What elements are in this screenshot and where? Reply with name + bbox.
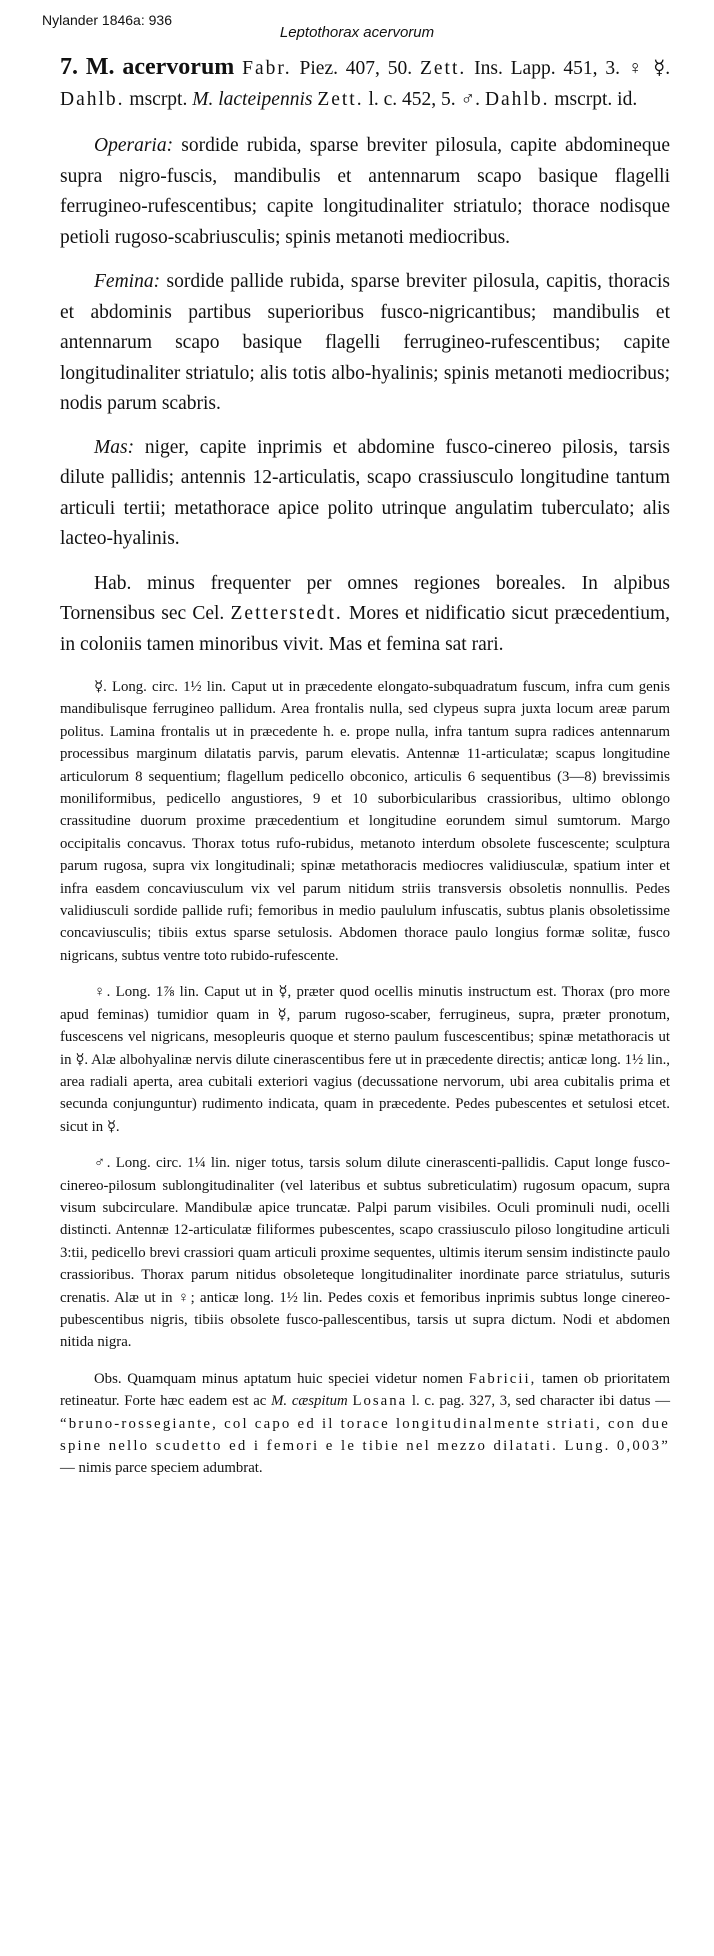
habitat-paragraph: [60, 569, 670, 661]
worker-text: Long. circ. 1½ lin. Caput ut in præcedente elongato-subquadratum fuscum, infra cum genis mandibulisque ferrugineo pallidum. Area frontalis nulla, sed clypeus supra juxta locum areæ parum politus. Lamina frontalis ut in præcedente h. e. prope nulla, infra tantum supra radices antennarum processibus marginum dilatatis parvis, parum elevatis. Antennæ 11-articulatæ; scapus longitudine articulorum 8 sequentium; flagellum pedicello obconico, articulis 6 sequentibus (3—8) brevissimis moniliformibus, pedicello angustiores, 9 et 10 suborbicularibus crassioribus, ultimo oblongo crassitudine duorum proxime præcedentium et longitudine eorundem simul sumtorum. Margo occipitalis concavus. Thorax totus rufo-rubidus, metanoto interdum obsolete fuscescente; sculptura parum rugosa, supra vix longitudinali; spinæ metathoracis mediocres validiusculæ, spatium inter et infra easdem concaviusculum vix vel parum nitidum striis transversis obsoletis nonnullis. Pedes validiusculi sordide pallide rufi; femoribus in medio paululum infuscatis, subtus planis obsoletissime concaviusculis; tibiis extus sparse setulosis. Abdomen thorace paulo longius formæ solitæ, fusco nigricans, subtus ventre toto rubido-rufescente.: [60, 679, 670, 964]
running-title: Leptothorax acervorum: [279, 24, 435, 41]
species-name: acervorum: [122, 54, 235, 80]
female-description: [60, 981, 670, 1138]
obs-quotation: “bruno-rossegiante, col capo ed il torace longitudinalmente striati, con due spine nello scudetto ed i femori e le tibie nel mezzo dilatati. Lung. 0,003”: [60, 1415, 670, 1454]
mas-label: Mas:: [94, 436, 135, 458]
operaria-label: Operaria:: [94, 135, 174, 156]
reference-2: Ins. Lapp. 451, 3. ♀ ☿.: [474, 58, 671, 79]
obs-lead: Obs. Quamquam minus aptatum huic speciei videtur nomen: [94, 1370, 463, 1387]
obs-author-fabricius: Fabricii,: [468, 1370, 537, 1387]
operaria-paragraph: [60, 131, 670, 253]
observation-paragraph: [60, 1368, 670, 1480]
genus-abbrev: M.: [85, 54, 115, 80]
reference-5: mscrpt. id.: [554, 88, 638, 110]
species-heading: [60, 52, 670, 115]
species-number: 7.: [60, 54, 78, 80]
obs-middle-2: l. c. pag. 327, 3, sed character ibi datus —: [411, 1393, 671, 1410]
obs-synonym: M. cæspitum: [271, 1393, 348, 1410]
citation-reference: Nylander 1846a: 936: [42, 12, 172, 28]
author-dahlbom: Dahlb.: [60, 88, 125, 110]
mas-text: niger, capite inprimis et abdomine fusco-cinereo pilosis, tarsis dilute pallidis; antennis 12-articulatis, scapo crassiusculo longitudine tantum articuli tertii; metathorace apice polito utrinque angulatim tuberculato; alis lacteo-hyalinis.: [60, 436, 671, 549]
obs-author-losana: Losana: [352, 1393, 408, 1410]
habitat-text-2: Mores et nidificatio sicut præcedentium, in coloniis tamen minoribus vivit. Mas et femina sat rari.: [60, 603, 671, 655]
female-text: Long. 1⅞ lin. Caput ut in ☿, præter quod ocellis minutis instructum est. Thorax (pro more apud feminas) tumidior quam in ☿, parum rugoso-scaber, ferrugineus, supra, præter pronotum, fuscescens vel nigricans, mesopleuris quoque et sterno paulum fuscescentibus; spinæ metathoracis ut in ☿. Alæ albohyalinæ nervis dilute cinerascentibus fere ut in præcedente directis; anticæ long. 1½ lin., area radiali aperta, area cubitali exteriori vagius (decussatione nervorum, ubi area cubitalis prima et secunda conjunguntur) rudimento indicata, quam in præcedente. Pedes pubescentes et setulosi etcet. sicut in ☿.: [60, 984, 671, 1135]
femina-paragraph: [60, 267, 670, 420]
reference-4: l. c. 452, 5. ♂.: [368, 88, 481, 110]
male-text: Long. circ. 1¼ lin. niger totus, tarsis solum dilute cinerascenti-pallidis. Caput longe fusco-cinereo-pilosum sublongitudinaliter (vel lateribus et subtus subreticulatim) rugosum opacum, supra visum subcirculare. Mandibulæ apice truncatæ. Palpi parum visibiles. Oculi prominuli nudi, ocelli distincti. Antennæ 12-articulatæ filiformes pubescentes, scapo crassiusculo piloso longitudine articuli 3:tii, pedicello brevi crassiori quam articuli proxime sequentes, ultimis iterum sensim indistincte paulo crassioribus. Thorax parum nitidus obsoleteque longitudinaliter inordinate parce striatulus, suturis crenatis. Alæ ut in ♀; anticæ long. 1½ lin. Pedes coxis et femoribus inprimis subtus longe cinereo-pubescentibus nigris, tibiis obsolete fusco-pallescentibus, tarsis ut supra dictum. Nodi et abdomen nitida nigra.: [60, 1155, 671, 1351]
habitat-text-1: Hab. minus frequenter per omnes regiones boreales. In alpibus Tornensibus sec Cel.: [60, 572, 670, 624]
author-dahlbom-2: Dahlb.: [484, 88, 550, 110]
obs-tail: — nimis parce speciem adumbrat.: [60, 1460, 263, 1477]
obs-middle-1: tamen ob prioritatem retineatur. Forte hæc eadem est ac: [60, 1370, 671, 1410]
worker-symbol: ☿.: [94, 679, 107, 695]
reference-1: Piez. 407, 50.: [299, 58, 413, 79]
reference-3: mscrpt.: [129, 88, 188, 110]
page-text: [60, 52, 670, 1480]
femina-label: Femina:: [94, 271, 161, 292]
author-fabricius: Fabr.: [242, 58, 292, 79]
worker-description: [60, 676, 670, 967]
femina-text: sordide pallide rubida, sparse breviter pilosula, capitis, thoracis et abdominis partibus superioribus fusco-nigricantibus; mandibulis et antennarum scapo basique flagelli ferrugineo-rufescentibus; capite longitudinaliter striatulo; alis totis albo-hyalinis; spinis metanoti mediocribus; nodis parum scabris.: [60, 271, 671, 414]
operaria-text: sordide rubida, sparse breviter pilosula, capite abdomineque supra nigro-fuscis, mandibulis et antennarum scapo basique flagelli ferrugineo-rufescentibus; capite longitudinaliter striatulo; thorace nodisque petioli rugoso-scabriusculis; spinis metanoti mediocribus.: [60, 135, 671, 248]
male-symbol: ♂.: [94, 1155, 111, 1172]
synonym-name: M. lacteipennis: [192, 88, 313, 110]
habitat-author: Zetterstedt.: [230, 603, 343, 624]
male-description: [60, 1152, 670, 1354]
author-zetterstedt: Zett.: [419, 58, 467, 79]
mas-paragraph: [60, 433, 670, 555]
author-zetterstedt-2: Zett.: [317, 88, 364, 110]
female-symbol: ♀.: [94, 984, 111, 1001]
